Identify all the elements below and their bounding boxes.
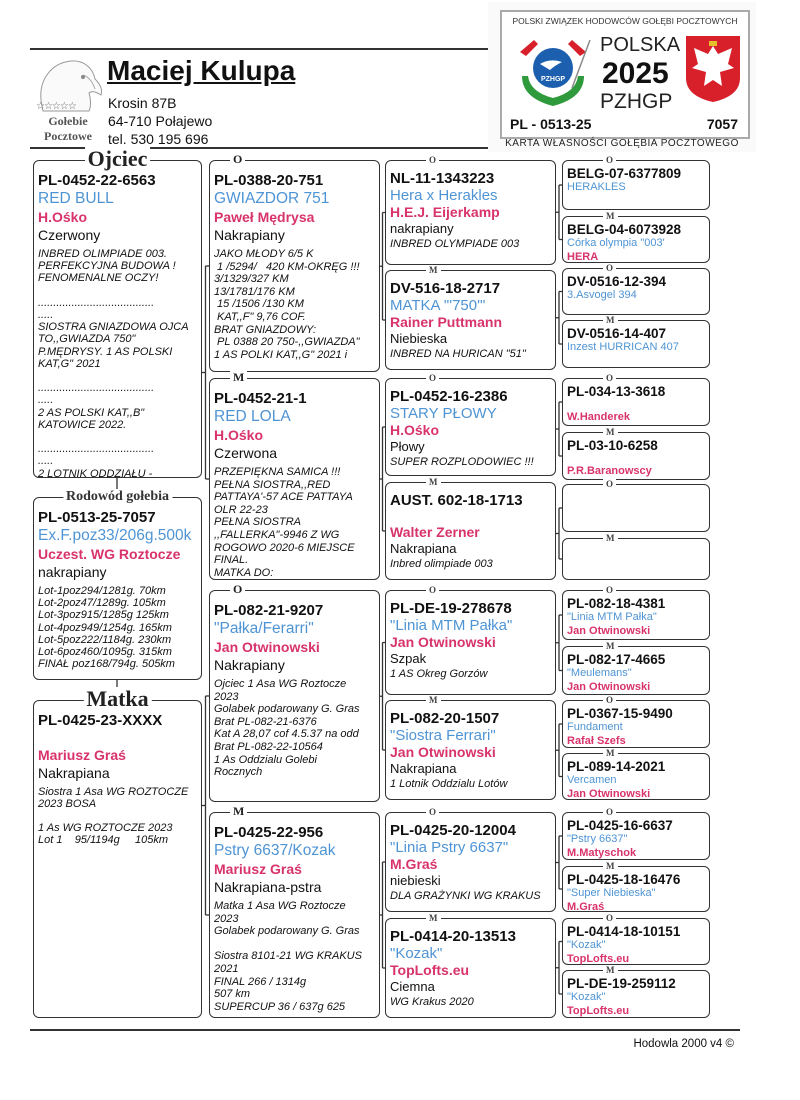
bird-box — [33, 489, 202, 680]
gen4-dam-breeder: M.Graś — [567, 901, 605, 913]
gen4-sire-breeder: M.Matyschok — [567, 847, 637, 859]
gen2-sire-note-line: 2023 — [214, 690, 239, 703]
gen3-dam-note-line: WG Krakus 2020 — [390, 996, 474, 1008]
polish-eagle-coat-of-arms-icon — [684, 34, 742, 104]
gen2-dam-notes — [214, 900, 375, 1013]
gen3-sire-ring-number: PL-0452-16-2386 — [390, 388, 508, 405]
gen2-sire-breeder: Paweł Mędrysa — [214, 209, 315, 225]
sire-note-line: ..... — [38, 394, 54, 407]
gen4-dam-ring-number: BELG-04-6073928 — [567, 222, 682, 237]
gen2-sire-name: "Pałka/Ferarri" — [214, 620, 314, 637]
dam-label: Matka — [83, 687, 151, 711]
owner-address-street: Krosin 87B — [108, 95, 177, 111]
gen4-sire-ring-number: PL-082-18-4381 — [567, 596, 666, 611]
card-org: PZHGP — [600, 90, 673, 113]
gen4-sire-breeder: Rafał Szefs — [567, 735, 626, 747]
gen2-sire-note-line: Kat A 28,07 cof 4.5.37 na odd — [214, 728, 359, 741]
gen4-sire-box — [562, 263, 710, 315]
gen3-sire-box — [385, 807, 556, 912]
gen2-sire-note-line: JAKO MŁODY 6/5 K — [214, 248, 314, 260]
gen4-sire-name — [567, 490, 705, 501]
gen2-dam-note-line: OLR 22-23 — [214, 503, 268, 516]
gen3-dam-label: M — [426, 695, 441, 705]
gen2-sire-note-line: BRAT GNIAZDOWY: — [214, 323, 317, 336]
gen2-dam-name: Pstry 6637/Kozak — [214, 842, 336, 859]
gen4-dam-label: M — [603, 641, 618, 651]
gen4-dam-box — [562, 533, 710, 580]
gen4-dam-label: M — [603, 748, 618, 758]
gen3-sire-ring-number: PL-0425-20-12004 — [390, 822, 516, 839]
gen2-sire-note-line: 1 /5294/ 420 KM-OKRĘG !!! — [214, 260, 360, 273]
gen4-dam-ring-number: DV-0516-14-407 — [567, 326, 667, 341]
gen4-sire-breeder: TopLofts.eu — [567, 953, 630, 965]
gen3-dam-ring-number: PL-0414-20-13513 — [390, 928, 516, 945]
sire-note-line: ..... — [38, 309, 54, 321]
pzhgp-emblem-icon — [514, 36, 592, 108]
gen2-dam-breeder: Mariusz Graś — [214, 861, 302, 877]
gen4-dam-name: Córka olympia "003' — [567, 237, 665, 249]
gen2-dam-note-line: PEŁNA SIOSTRA — [214, 516, 302, 529]
gen4-dam-name: Vercamen — [567, 774, 617, 786]
bird-ring-number: PL-0513-25-7057 — [38, 509, 156, 526]
gen3-dam-color: Niebieska — [390, 331, 448, 346]
gen3-sire-name: Hera x Herakles — [390, 187, 498, 204]
gen4-sire-name: 3.Asvogel 394 — [567, 289, 637, 301]
gen3-sire-note-line: INBRED OLYMPIADE 003 — [390, 238, 520, 250]
gen2-dam-note-line — [214, 938, 375, 951]
gen4-dam-box — [562, 211, 710, 263]
footer-rule — [30, 1029, 740, 1031]
gen2-sire-note-line: PL 0388 20 750-,,GWIAZDA" — [214, 336, 360, 349]
gen2-dam-note-line: PATTAYA'-57 ACE PATTAYA — [214, 491, 353, 504]
bird-name: Ex.F.poz33/206g.500k — [38, 527, 192, 544]
card-year: 2025 — [602, 57, 669, 90]
gen2-sire-label: O — [230, 583, 245, 596]
bird-label: Rodowód gołebia — [63, 489, 172, 505]
dam-note-line: 2023 BOSA — [38, 797, 97, 810]
gen3-sire-notes — [390, 668, 551, 681]
gen2-sire-color: Nakrapiany — [214, 227, 285, 243]
gen4-dam-ring-number: PL-089-14-2021 — [567, 759, 666, 774]
footer-credit: Hodowla 2000 v4 © — [633, 1038, 734, 1050]
gen3-sire-note-line: DLA GRAŻYNKI WG KRAKUS — [390, 890, 541, 902]
dam-color: Nakrapiana — [38, 764, 110, 781]
gen4-dam-breeder: Jan Otwinowski — [567, 681, 651, 693]
gen2-sire-note-line: Golabek podarowany G. Gras — [214, 703, 360, 716]
gen2-sire-note-line: Brat PL-082-22-10564 — [214, 740, 323, 753]
gen3-dam-breeder: Rainer Puttmann — [390, 314, 503, 330]
gen3-sire-color: niebieski — [390, 873, 441, 888]
gen4-sire-box — [562, 913, 710, 965]
bird-note-line: Lot-4poz949/1254g. 165km — [38, 621, 172, 634]
gen4-dam-breeder: TopLofts.eu — [567, 1005, 630, 1017]
sire-note-line: 2 LOTNIK ODDZIAŁU - — [38, 467, 153, 480]
card-caption: KARTA WŁASNOŚCI GOŁĘBIA POCZTOWEGO — [505, 138, 739, 149]
sire-ring-number: PL-0452-22-6563 — [38, 172, 156, 189]
gen3-dam-ring-number: AUST. 602-18-1713 — [390, 492, 523, 509]
gen4-sire-box — [562, 695, 710, 748]
gen3-sire-color: Płowy — [390, 439, 425, 454]
gen3-dam-name: "Siostra Ferrari" — [390, 727, 496, 744]
gen2-dam-notes — [214, 466, 375, 579]
gen4-sire-name: Fundament — [567, 721, 623, 733]
gen2-dam-color: Czerwona — [214, 445, 278, 461]
gen3-dam-box — [385, 477, 556, 580]
gen3-dam-color: Ciemna — [390, 979, 435, 994]
gen2-dam-note-line: 2021 — [214, 962, 239, 975]
sire-note-line: TO,,GWIAZDA 750" — [38, 333, 136, 346]
gen4-sire-label: O — [603, 155, 616, 165]
gen2-sire-ring-number: PL-0388-20-751 — [214, 172, 324, 189]
gen3-dam-box — [385, 695, 556, 800]
dam-note-line: Lot 1 95/1194g 105km — [38, 834, 169, 847]
gen2-sire-color: Nakrapiany — [214, 657, 285, 673]
sire-note-line — [38, 285, 197, 297]
gen2-dam-note-line: PEŁNA SIOSTRA,,RED — [214, 478, 331, 491]
gen2-sire-note-line: 13/1781/176 KM — [214, 285, 295, 298]
owner-address-city: 64-710 Połajewo — [108, 113, 213, 129]
gen3-sire-notes — [390, 456, 551, 469]
gen4-dam-box — [562, 965, 710, 1018]
gen3-dam-name — [390, 509, 551, 524]
gen3-sire-breeder: Jan Otwinowski — [390, 634, 496, 650]
gen4-dam-name — [567, 453, 705, 464]
sire-note-line — [38, 370, 197, 382]
bird-color: nakrapiany — [38, 564, 107, 580]
gen3-dam-label: M — [426, 913, 441, 923]
gen2-sire-note-line: Brat PL-082-21-6376 — [214, 715, 317, 728]
gen3-dam-notes — [390, 778, 551, 791]
gen2-dam-note-line: MATKA DO: — [214, 566, 274, 579]
sire-box — [33, 146, 202, 480]
gen2-dam-note-line: 507 km — [214, 988, 251, 1001]
dam-notes — [38, 786, 197, 847]
gen3-dam-note-line: Inbred olimpiade 003 — [390, 558, 493, 570]
gen2-dam-label: M — [230, 805, 247, 818]
gen3-dam-name: "Kozak" — [390, 945, 443, 962]
gen4-sire-label: O — [603, 373, 616, 383]
gen4-sire-breeder: Jan Otwinowski — [567, 625, 651, 637]
gen4-sire-breeder — [567, 501, 705, 512]
sire-note-line: ...................................... — [38, 296, 155, 309]
gen3-sire-box — [385, 155, 556, 265]
sire-note-line: P.MĘDRYSY. 1 AS POLSKI — [38, 345, 173, 358]
gen3-sire-ring-number: NL-11-1343223 — [390, 170, 495, 187]
sire-note-line: PERFEKCYJNA BUDOWA ! — [38, 260, 176, 273]
gen3-sire-label: O — [426, 373, 439, 383]
gen4-sire-ring-number: PL-0414-18-10151 — [567, 924, 681, 939]
gen3-sire-label: O — [426, 155, 439, 165]
gen4-sire-label: O — [603, 479, 616, 489]
gen3-sire-color: nakrapiany — [390, 221, 454, 236]
gen4-dam-name — [567, 544, 705, 555]
gen2-sire-notes — [214, 678, 375, 779]
gen4-dam-breeder: P.R.Baranowscy — [567, 465, 652, 477]
gen3-sire-note-line: SUPER ROZPLODOWIEC !!! — [390, 456, 534, 468]
gen4-sire-name: "Kozak" — [567, 939, 606, 951]
gen4-sire-name — [567, 399, 705, 410]
gen3-sire-name: "Linia Pstry 6637" — [390, 839, 509, 856]
ownership-card — [488, 2, 756, 152]
gen4-dam-ring-number: PL-03-10-6258 — [567, 438, 658, 453]
gen4-sire-ring-number: DV-0516-12-394 — [567, 274, 667, 289]
sire-breeder: H.Ośko — [38, 209, 88, 225]
gen4-dam-box — [562, 427, 710, 480]
gen4-sire-label: O — [603, 263, 616, 273]
gen3-sire-ring-number: PL-DE-19-278678 — [390, 600, 512, 617]
gen2-sire-ring-number: PL-082-21-9207 — [214, 602, 324, 619]
gen2-dam-name: RED LOLA — [214, 408, 291, 425]
gen3-dam-note-line: INBRED NA HURICAN "51" — [390, 348, 526, 360]
gen2-dam-color: Nakrapiana-pstra — [214, 879, 322, 895]
gen2-dam-note-line: FINAL. — [214, 554, 249, 567]
bird-notes — [38, 585, 197, 670]
gen4-dam-label: M — [603, 427, 618, 437]
gen4-sire-name: HERAKLES — [567, 181, 626, 193]
gen3-sire-label: O — [426, 807, 439, 817]
card-country: POLSKA — [600, 34, 681, 56]
gen2-sire-note-line: 3/1329/327 KM — [214, 273, 289, 286]
gen3-dam-breeder: Walter Zerner — [390, 524, 480, 540]
logo-text-line2: Pocztowe — [44, 129, 92, 143]
dam-breeder: Mariusz Graś — [38, 746, 126, 763]
bird-note-line: Lot-3poz915/1285g 125km — [38, 609, 169, 622]
gen4-dam-box — [562, 748, 710, 800]
gen3-dam-color: Nakrapiana — [390, 541, 457, 556]
gen3-dam-box — [385, 265, 556, 370]
gen4-dam-name: "Meulemans" — [567, 667, 632, 679]
gen4-dam-label: M — [603, 211, 618, 221]
gen3-dam-label: M — [426, 477, 441, 487]
gen2-dam-note-line: ,,FALLERKA"-9946 Z WG — [214, 528, 340, 541]
gen3-dam-notes — [390, 348, 551, 361]
gen3-dam-label: M — [426, 265, 441, 275]
emblem-text: PZHGP — [540, 76, 566, 83]
gen4-sire-name: "Pstry 6637" — [567, 833, 628, 845]
gen4-dam-name: "Kozak" — [567, 991, 606, 1003]
sire-note-line: SIOSTRA GNIAZDOWA OJCA — [38, 321, 189, 334]
gen4-dam-breeder: HERA — [567, 251, 599, 263]
gen4-dam-name: Inzest HURRICAN 407 — [567, 341, 679, 353]
sire-note-line: ..... — [38, 455, 54, 468]
gen4-sire-breeder — [567, 194, 705, 205]
gen4-dam-ring-number: PL-0425-18-16476 — [567, 872, 681, 887]
sire-note-line: KAT,G" 2021 — [38, 357, 101, 370]
gen2-dam-label: M — [230, 371, 247, 384]
gen2-dam-note-line: FINAL 266 / 1314g — [214, 975, 307, 988]
bird-note-line: FINAŁ poz168/794g. 505km — [38, 658, 175, 671]
gen3-dam-breeder: TopLofts.eu — [390, 962, 470, 978]
gen2-dam-note-line: SUPERCUP 36 / 637g 625 — [214, 1000, 346, 1013]
gen2-sire-name: GWIAZDOR 751 — [214, 190, 330, 207]
gen3-dam-note-line: 1 Lotnik Oddzialu Lotów — [390, 778, 508, 790]
gen3-dam-notes — [390, 558, 551, 571]
gen4-sire-box — [562, 373, 710, 426]
sire-label: Ojciec — [85, 147, 151, 171]
gen2-dam-note-line: 2023 — [214, 912, 239, 925]
sire-note-line: ...................................... — [38, 382, 155, 395]
bird-breeder: Uczest. WG Roztocze — [38, 546, 181, 562]
gen2-dam-note-line: Siostra 8101-21 WG KRAKUS — [214, 950, 362, 963]
gen3-sire-notes — [390, 238, 551, 251]
gen2-sire-note-line: 15 /1506 /130 KM — [214, 298, 304, 311]
gen4-dam-label: M — [603, 861, 618, 871]
gen2-sire-note-line: Rocznych — [214, 766, 263, 779]
gen3-sire-box — [385, 585, 556, 695]
owner-phone: tel. 530 195 696 — [108, 131, 209, 147]
gen2-dam-note-line: Matka 1 Asa WG Roztocze — [214, 900, 346, 912]
gen3-dam-breeder: Jan Otwinowski — [390, 744, 496, 760]
gen2-dam-box — [209, 804, 380, 1018]
gen4-sire-box — [562, 155, 710, 210]
dam-note-line: 1 As WG ROZTOCZE 2023 — [38, 822, 173, 835]
sire-note-line — [38, 431, 197, 443]
sire-color: Czerwony — [38, 227, 101, 243]
gen4-dam-box — [562, 641, 710, 695]
sire-notes — [38, 248, 197, 480]
gen4-sire-breeder — [567, 302, 705, 313]
gen2-dam-note-line: ROGOWO 2020-6 MIEJSCE — [214, 541, 355, 554]
gen3-sire-color: Szpak — [390, 651, 427, 666]
gen3-sire-notes — [390, 890, 551, 903]
dam-note-line — [38, 810, 197, 822]
gen4-sire-name: "Linia MTM Pałka" — [567, 611, 657, 623]
gen4-sire-label: O — [603, 807, 616, 817]
gen4-sire-box — [562, 807, 710, 860]
gen4-sire-label: O — [603, 913, 616, 923]
gen2-sire-note-line: Ojciec 1 Asa WG Roztocze — [214, 678, 347, 690]
card-ring-number: 7057 — [706, 116, 738, 132]
header-top-rule — [30, 48, 490, 50]
dam-note-line: Siostra 1 Asa WG ROZTOCZE — [38, 785, 189, 798]
gen2-sire-note-line: 1 AS POLKI KAT,,G" 2021 i — [214, 348, 348, 361]
gen3-dam-ring-number: DV-516-18-2717 — [390, 280, 501, 297]
ownership-card-frame — [500, 10, 750, 139]
gen3-sire-label: O — [426, 585, 439, 595]
gen3-sire-name: STARY PŁOWY — [390, 405, 497, 422]
gen3-sire-breeder: H.Ośko — [390, 422, 440, 438]
gen2-dam-box — [209, 370, 380, 580]
gen2-sire-note-line: 1 As Oddzialu Golebi — [214, 753, 317, 766]
gen2-sire-note-line: KAT,,F" 9,76 COF. — [214, 310, 306, 323]
gen4-sire-label: O — [603, 695, 616, 705]
gen4-sire-label: O — [603, 585, 616, 595]
gen4-dam-name: "Super Niebieska" — [567, 887, 656, 899]
gen3-sire-breeder: H.E.J. Eijerkamp — [390, 204, 500, 220]
gen4-sire-ring-number: PL-0367-15-9490 — [567, 706, 673, 721]
bird-note-line: Lot-6poz460/1095g. 315km — [38, 646, 172, 659]
gen4-sire-ring-number: PL-034-13-3618 — [567, 384, 666, 399]
gen2-dam-note-line: PRZEPIĘKNA SAMICA !!! — [214, 466, 341, 478]
logo-text-line1: Gołebie — [48, 114, 88, 128]
gen4-dam-ring-number: PL-DE-19-259112 — [567, 976, 676, 991]
gen3-sire-breeder: M.Graś — [390, 856, 438, 872]
gen2-sire-label: O — [230, 153, 245, 166]
gen4-sire-box — [562, 585, 710, 640]
gen2-sire-notes — [214, 248, 375, 361]
gen3-sire-name: "Linia MTM Pałka" — [390, 617, 513, 634]
gen4-dam-breeder — [567, 555, 705, 566]
gen2-dam-ring-number: PL-0425-22-956 — [214, 824, 324, 841]
dam-name — [38, 730, 197, 746]
gen3-dam-name: MATKA "'750'" — [390, 297, 486, 314]
gen3-sire-note-line: 1 AS Okreg Gorzów — [390, 668, 488, 680]
dam-ring-number: PL-0425-23-XXXX — [38, 712, 163, 729]
sire-note-line: 2 AS POLSKI KAT,,B" — [38, 406, 145, 419]
gen4-dam-label: M — [603, 965, 618, 975]
gen4-dam-breeder — [567, 354, 705, 365]
gen2-dam-ring-number: PL-0452-21-1 — [214, 390, 307, 407]
gen4-dam-ring-number: PL-082-17-4665 — [567, 652, 666, 667]
bird-note-line: Lot-1poz294/1281g. 70km — [38, 585, 166, 597]
bird-note-line: Lot-5poz222/1184g. 230km — [38, 633, 172, 646]
gen3-dam-color: Nakrapiana — [390, 761, 457, 776]
logo-stars: ☆☆☆☆☆ — [36, 101, 76, 112]
gen2-sire-breeder: Jan Otwinowski — [214, 639, 320, 655]
sire-name: RED BULL — [38, 190, 114, 207]
gen3-dam-box — [385, 913, 556, 1018]
gen2-sire-box — [209, 152, 380, 372]
gen2-dam-note-line: Golabek podarowany G. Gras — [214, 925, 360, 938]
gen4-dam-label: M — [603, 315, 618, 325]
gen4-sire-box — [562, 479, 710, 532]
gen3-sire-box — [385, 373, 556, 476]
sire-note-line: KATOWICE 2022. — [38, 418, 127, 431]
gen2-dam-breeder: H.Ośko — [214, 427, 264, 443]
card-title: POLSKI ZWIĄZEK HODOWCÓW GOŁĘBI POCZTOWYCH — [512, 16, 738, 26]
gen4-sire-breeder: W.Handerek — [567, 411, 630, 423]
gen2-sire-box — [209, 582, 380, 802]
gen4-dam-breeder: Jan Otwinowski — [567, 788, 651, 800]
sire-note-line: ...................................... — [38, 443, 155, 456]
owner-name: Maciej Kulupa — [107, 55, 296, 86]
gen4-dam-box — [562, 861, 710, 913]
dam-box — [33, 686, 202, 1018]
gen3-dam-ring-number: PL-082-20-1507 — [390, 710, 500, 727]
sire-note-line: INBRED OLIMPIADE 003. — [38, 248, 167, 260]
card-ring-prefix: PL - 0513-25 — [510, 116, 592, 132]
sire-note-line: FENOMENALNE OCZY! — [38, 272, 159, 285]
gen4-dam-box — [562, 315, 710, 368]
gen3-dam-notes — [390, 996, 551, 1009]
gen4-dam-label: M — [603, 533, 618, 543]
bird-note-line: Lot-2poz47/1289g. 105km — [38, 597, 166, 610]
gen4-sire-ring-number: BELG-07-6377809 — [567, 166, 682, 181]
gen4-sire-ring-number: PL-0425-16-6637 — [567, 818, 673, 833]
